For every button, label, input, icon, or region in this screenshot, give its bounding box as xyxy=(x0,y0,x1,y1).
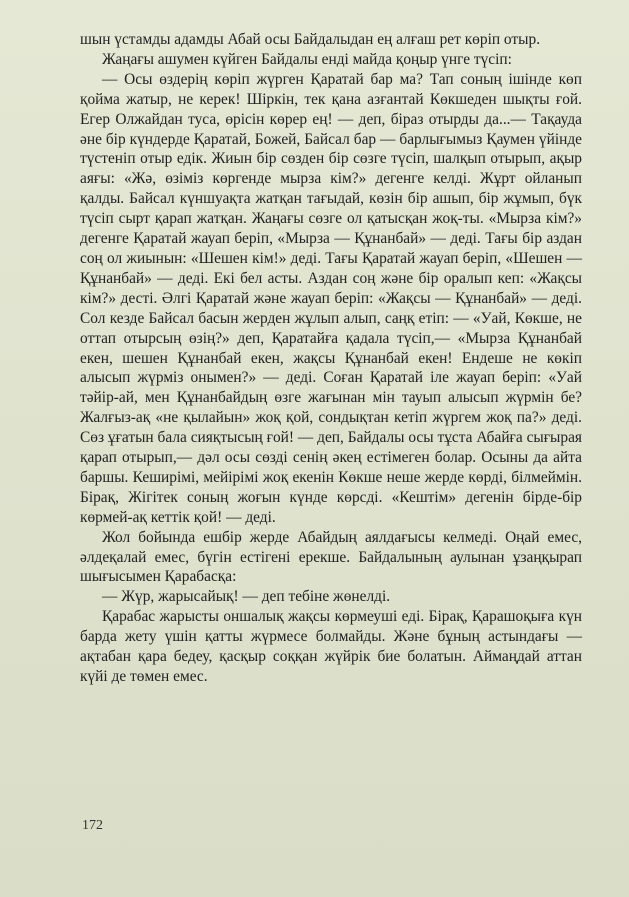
paragraph: Қарабас жарысты оншалық жақсы көрмеуші еді. Бірақ, Қарашоқыға күн барда жету үшін қатты жүрмесе болмайды. Және бұның астындағы — ақтабан қара бедеу, қасқыр соққан жүйрік бие болатын. Аймаңдай аттан күйі де төмен емес. xyxy=(80,608,582,685)
paragraph: — Осы өздерің көріп жүрген Қаратай бар ма? Тап соның ішінде көп қойма жатыр, не керек! Шіркін, тек қана азғантай Көкшеден шықты ғой. Егер Олжайдан туса, өрісін көрер ең! — деп, біраз отырды да...— Тақауда әне бір күндерде Қаратай, Божей, Байсал бар — барлығымыз Қаумен үйінде түстеніп отыр едік. Жиын бір сөзден бір сөзге түсіп, шалқып отырып, ақыр аяғы: «Жә, өзіміз көргенде мырза кім?» дегенге келді. Жұрт ойланып қалды. Байсал күншуақта жатқан тағыдай, көзін бір ашып, бір жұмып, бүк түсіп сырт қарап жатқан. Жаңағы сөзге ол қатысқан жоқ-ты. «Мырза кім?» дегенге Қаратай жауап беріп, «Мырза — Құнанбай» — деді. Тағы бір аздан соң ол жиынын: «Шешен кім!» деді. Тағы Қаратай жауап беріп, «Шешен — Құнанбай» — деді. Екі бел асты. Аздан соң және бір оралып кеп: «Жақсы кім?» десті. Әлгі Қаратай және жауап беріп: «Жақсы — Құнанбай» — деді. Сол кезде Байсал басын жерден жұлып алып, саңқ етіп: — «Уай, Көкше, не оттап отырсың өзің?» деп, Қаратайға қадала түсіп,— «Мырза Құнанбай екен, шешен Құнанбай екен, жақсы Құнанбай екен! Ендеше не көкіп алысып жүрміз онымен?» — деді. Соған Қаратай іле жауап беріп: «Уай тәйір-ай, мен Құнанбайдың өзге жағынан мін тауып алысып жүрмін бе? Жалғыз-ақ «не қылайын» жоқ қой, сондықтан кетіп жүргем жоқ па?» деді. Сөз ұғатын бала сияқтысың ғой! — деп, Байдалы осы тұста Абайға сығырая қарап отырып,— дәл осы сөзді сенің әкең естімеген болар. Осыны да айта баршы. Кеширімі, мейірімі жоқ екенін Көкше неше жерде көрді, білмеймін. Бірақ, Жігітек соның жоғын күнде көрсді. «Кештім» дегенін бірде-бір көрмей-ақ кеттік қой! — деді. xyxy=(80,70,582,526)
paragraph: Жол бойында ешбір жерде Абайдың аялдағысы келмеді. Оңай емес, әлдеқалай емес, бүгін естігені ерекше. Байдалының аулынан ұзаңқырап шығысымен Қарабасқа: xyxy=(80,528,582,586)
body-text xyxy=(80,30,582,687)
paragraph: Жаңағы ашумен күйген Байдалы енді майда қоңыр үнге түсіп: xyxy=(102,50,512,68)
paragraph: шын үстамды адамды Абай осы Байдалыдан ең алғаш рет көріп отыр. xyxy=(80,31,541,48)
paragraph: — Жүр, жарысайық! — деп тебіне жөнелді. xyxy=(102,588,391,606)
page-number: 172 xyxy=(82,818,103,833)
